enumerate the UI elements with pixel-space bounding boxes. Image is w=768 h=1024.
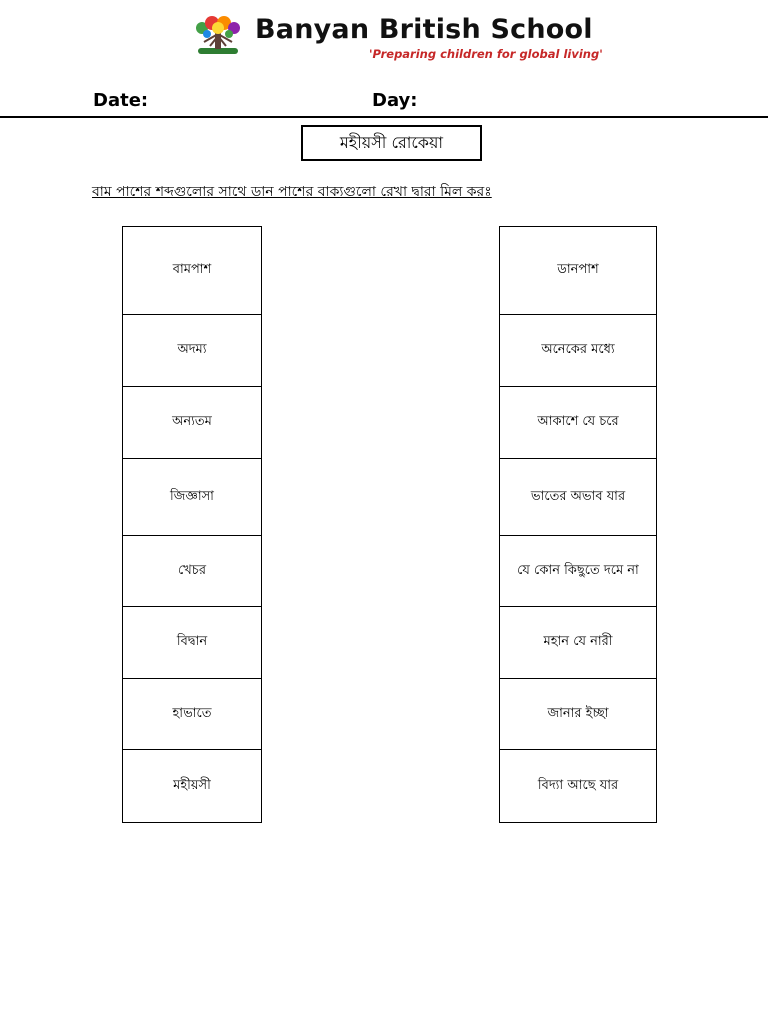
left-word[interactable]: অদম্য [123, 314, 261, 386]
worksheet-title: মহীয়সী রোকেয়া [301, 125, 482, 161]
left-word[interactable]: মহীয়সী [123, 749, 261, 822]
right-column [499, 226, 657, 823]
left-word[interactable]: অন্যতম [123, 386, 261, 458]
right-phrase[interactable]: আকাশে যে চরে [500, 386, 656, 458]
left-column-header: বামপাশ [172, 262, 212, 277]
left-word[interactable]: জিজ্ঞাসা [123, 458, 261, 535]
right-phrase[interactable]: জানার ইচ্ছা [500, 678, 656, 749]
header-divider [0, 116, 768, 118]
right-phrase[interactable]: ভাতের অভাব যার [500, 458, 656, 535]
banyan-tree-logo [190, 14, 246, 58]
day-label: Day: [372, 90, 418, 111]
left-column [122, 226, 262, 823]
right-phrase[interactable]: বিদ্যা আছে যার [500, 749, 656, 822]
right-phrase[interactable]: মহান যে নারী [500, 606, 656, 678]
school-header [0, 0, 768, 80]
school-tagline: 'Preparing children for global living' [369, 47, 603, 61]
instruction-text: বাম পাশের শব্দগুলোর সাথে ডান পাশের বাক্যগুলো রেখা দ্বারা মিল করঃ [92, 184, 492, 200]
left-word[interactable]: খেচর [123, 535, 261, 606]
left-word[interactable]: বিদ্বান [123, 606, 261, 678]
date-label: Date: [93, 90, 149, 111]
right-phrase[interactable]: অনেকের মধ্যে [500, 314, 656, 386]
school-name: Banyan British School [255, 14, 593, 45]
right-phrase[interactable]: যে কোন কিছুতে দমে না [500, 535, 656, 606]
right-column-header: ডানপাশ [557, 262, 599, 277]
left-word[interactable]: হাভাতে [123, 678, 261, 749]
